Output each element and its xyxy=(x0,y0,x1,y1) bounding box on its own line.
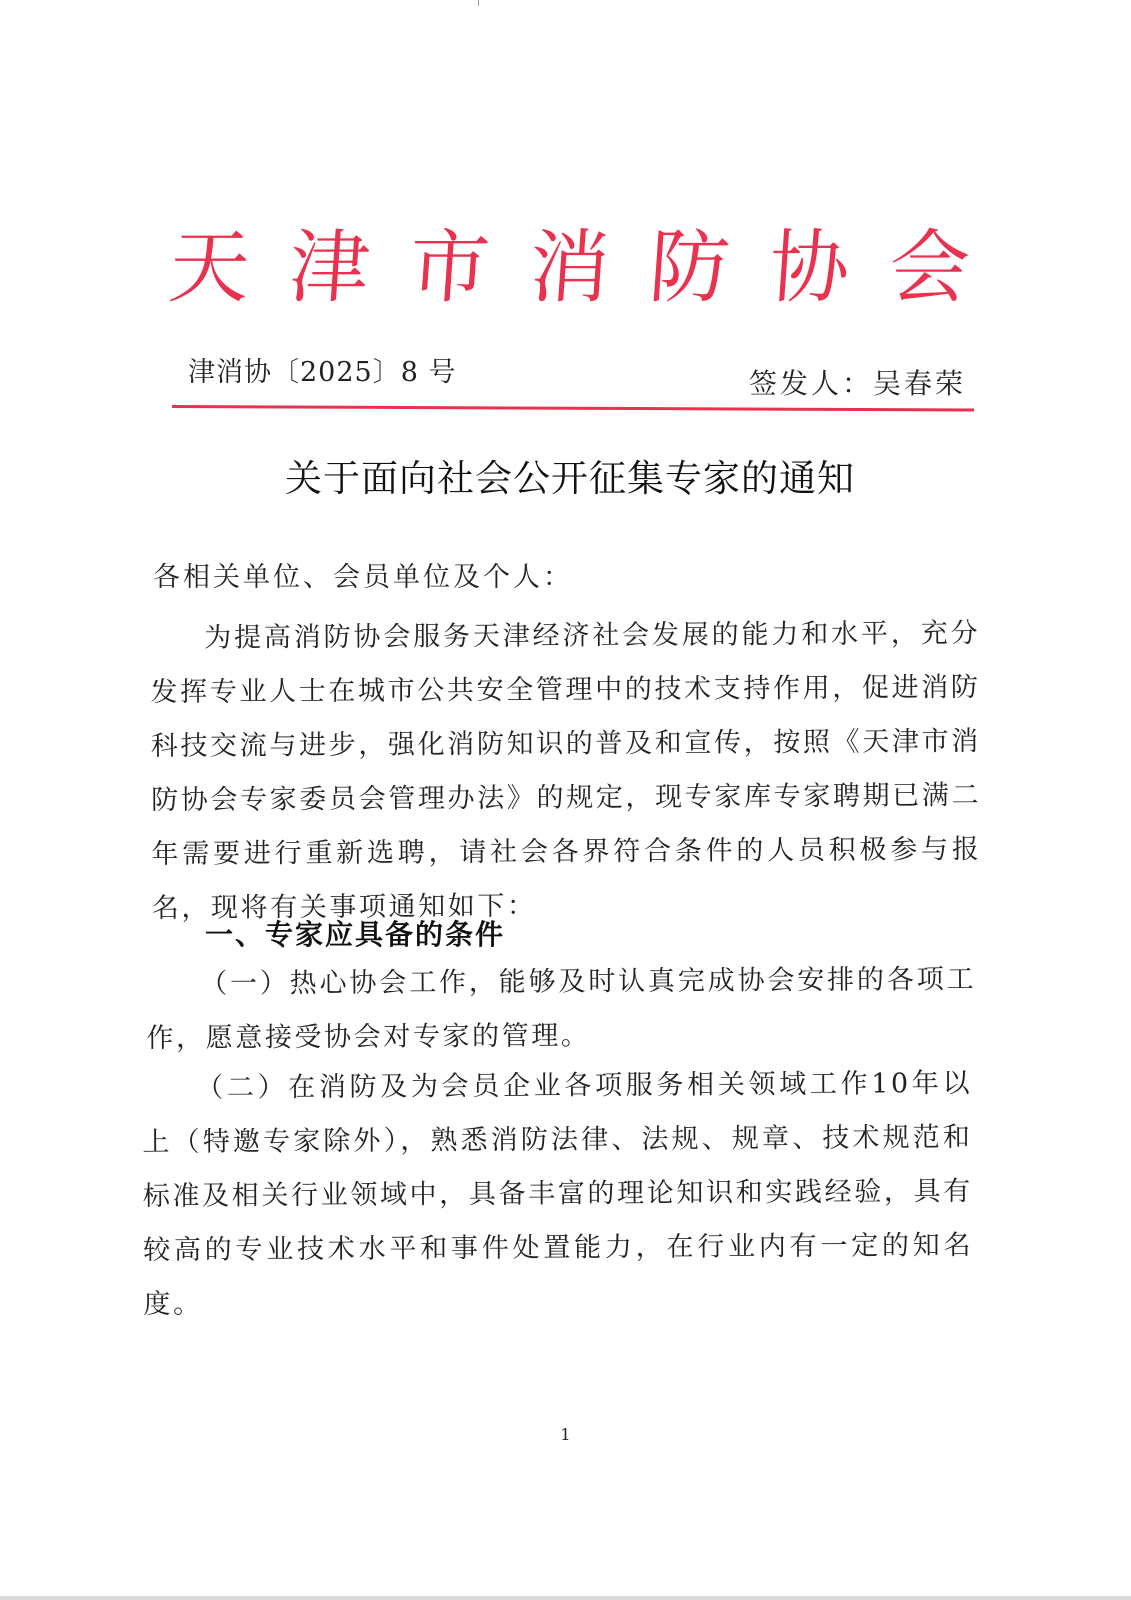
signer: 签发人：吴春荣 xyxy=(748,367,966,400)
section-heading: 一、专家应具备的条件 xyxy=(205,918,506,951)
organization-letterhead xyxy=(166,205,974,315)
scan-mark xyxy=(478,0,479,6)
condition-paragraph-1: （一）热心协会工作，能够及时认真完成协会安排的各项工作，愿意接受协会对专家的管理。 xyxy=(146,963,977,1054)
letterhead-char: 天 xyxy=(166,220,253,314)
red-divider xyxy=(172,405,974,411)
page-number: 1 xyxy=(560,1425,571,1444)
letterhead-char: 津 xyxy=(286,220,373,314)
letterhead-char: 防 xyxy=(646,220,733,314)
document-number: 津消协〔2025〕8 号 xyxy=(188,357,457,388)
scan-edge xyxy=(0,1596,1131,1600)
letterhead-char: 市 xyxy=(406,220,493,314)
letterhead-char: 协 xyxy=(766,220,853,314)
document-title: 关于面向社会公开征集专家的通知 xyxy=(285,457,855,500)
letterhead-char: 消 xyxy=(526,220,613,314)
salutation: 各相关单位、会员单位及个人： xyxy=(153,562,573,593)
condition-paragraph-2: （二）在消防及为会员企业各项服务相关领域工作10年以上（特邀专家除外），熟悉消防法律、法规、规章、技术规范和标准及相关行业领域中，具备丰富的理论知识和实践经验，具有较高的专业技术水平和事件处置能力，在行业内有一定的知名度。 xyxy=(142,1067,974,1320)
intro-paragraph: 为提高消防协会服务天津经济社会发展的能力和水平，充分发挥专业人士在城市公共安全管理中的技术支持作用，促进消防科技交流与进步，强化消防知识的普及和宣传，按照《天津市消防协会专家委员会管理办法》的规定，现专家库专家聘期已满二年需要进行重新选聘，请社会各界符合条件的人员积极参与报名，现将有关事项通知如下： xyxy=(150,617,982,924)
letterhead-char: 会 xyxy=(886,220,973,314)
